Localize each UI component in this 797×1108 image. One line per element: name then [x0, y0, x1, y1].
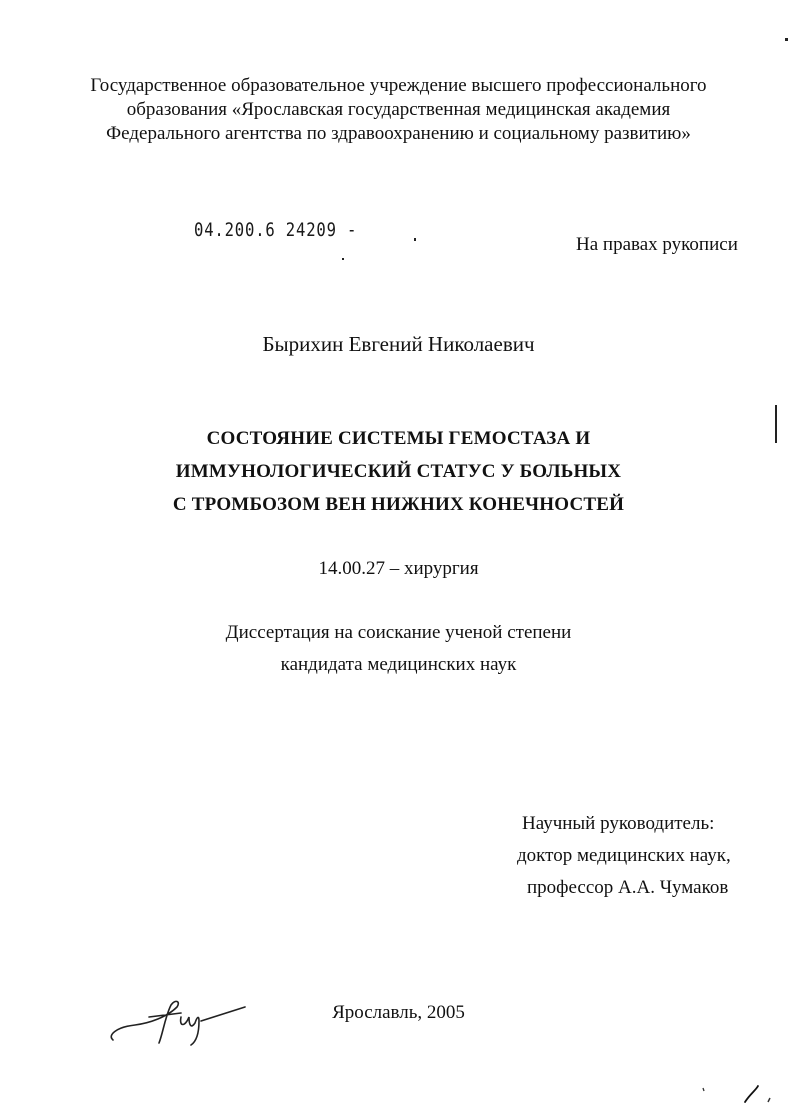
- degree-line-2: кандидата медицинских наук: [280, 654, 517, 675]
- degree-line-1: Диссертация на соискание ученой степени: [225, 622, 572, 643]
- title-line-3: С ТРОМБОЗОМ ВЕН НИЖНИХ КОНЕЧНОСТЕЙ: [172, 494, 625, 515]
- registration-stamp: 04.200.6 24209 -: [194, 219, 358, 241]
- manuscript-rights: На правах рукописи: [576, 234, 738, 255]
- scan-marks: [700, 1080, 790, 1105]
- institution-line-3: Федерального агентства по здравоохранению и социальному развитию»: [106, 123, 691, 144]
- author-name: Бырихин Евгений Николаевич: [262, 332, 535, 356]
- supervisor-label: Научный руководитель:: [522, 813, 715, 834]
- city-year: Ярославль, 2005: [332, 1002, 465, 1023]
- scan-speck: [342, 258, 344, 260]
- specialty: 14.00.27 – хирургия: [318, 558, 479, 579]
- institution-line-1: Государственное образовательное учреждение высшего профессионального: [90, 75, 707, 96]
- scan-speck: [785, 38, 788, 41]
- institution-line-2: образования «Ярославская государственная медицинская академия: [126, 99, 671, 120]
- supervisor-name: профессор А.А. Чумаков: [527, 877, 729, 898]
- supervisor-degree: доктор медицинских наук,: [517, 845, 731, 866]
- scan-speck: [414, 238, 416, 241]
- title-line-1: СОСТОЯНИЕ СИСТЕМЫ ГЕМОСТАЗА И: [206, 428, 591, 449]
- title-line-2: ИММУНОЛОГИЧЕСКИЙ СТАТУС У БОЛЬНЫХ: [175, 461, 622, 482]
